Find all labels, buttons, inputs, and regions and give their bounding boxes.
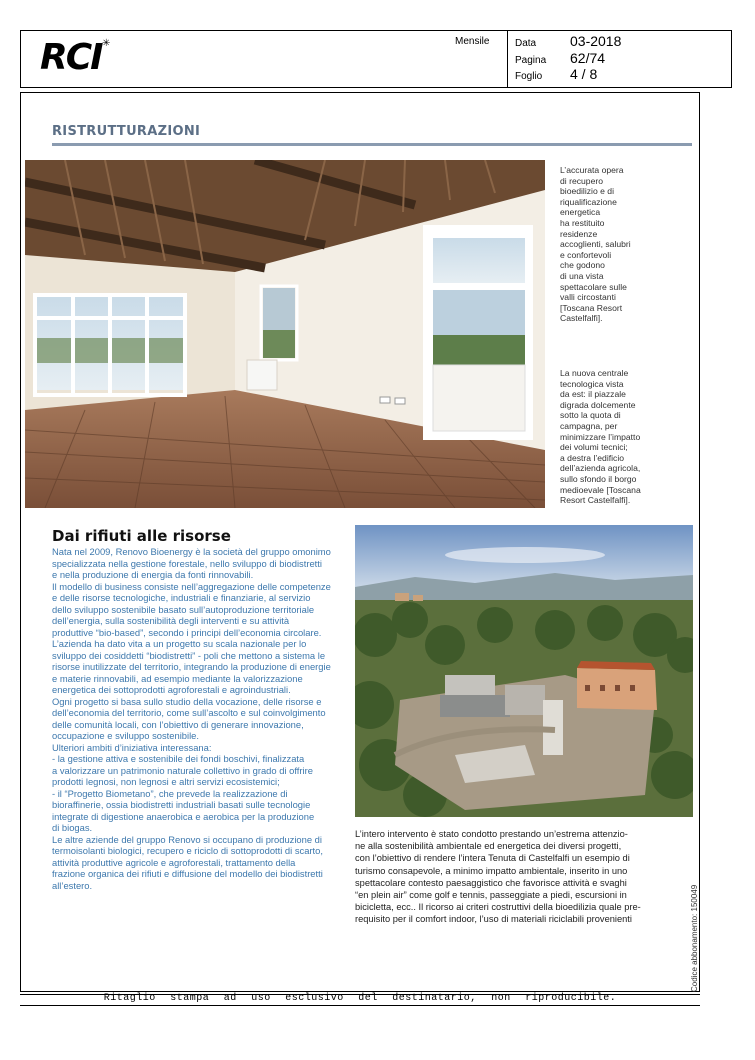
- meta-label-date: Data: [515, 38, 537, 49]
- article-headline: Dai rifiuti alle risorse: [52, 527, 231, 545]
- publication-logo: RCI: [40, 37, 102, 78]
- logo-star-icon: ✳: [102, 38, 111, 49]
- section-tag: RISTRUTTURAZIONI: [52, 124, 201, 139]
- header-divider: [507, 30, 508, 88]
- meta-value-sheet: 4 / 8: [570, 66, 598, 82]
- interior-photo: [25, 160, 545, 508]
- caption-aerial: La nuova centrale tecnologica vista da est: il piazzale digrada dolcemente sotto la quota di campagna, per minimizzare l’impatto dei volumi tecnici; a destra l’edificio dell’azienda agricola, sullo sfondo il borgo medioevale [Toscana Resort Castelfalfi].: [560, 368, 641, 506]
- frequency-label: Mensile: [455, 36, 490, 47]
- meta-value-page: 62/74: [570, 50, 606, 66]
- section-rule: [52, 143, 692, 146]
- clipping-header: [20, 30, 732, 88]
- meta-label-sheet: Foglio: [515, 71, 543, 82]
- aerial-photo: [355, 525, 693, 817]
- subscription-code: Codice abbonamento: 150049: [690, 884, 699, 992]
- article-body: Nata nel 2009, Renovo Bioenergy è la società del gruppo omonimo specializzata nella gestione forestale, nello sviluppo di biodistretti e nella produzione di energia da fonti rinnovabili. Il modello di business consiste nell’aggregazione delle competenze e delle risorse tecnologiche, industriali e finanziarie, al servizio dello sviluppo sostenibile basato sull’autoproduzione territoriale dell’energia, sulla sostenibilità degli interventi e su attività produttive “bio-based”, secondo i principi dell’economia circolare. L’azienda ha dato vita a un progetto su scala nazionale per lo sviluppo dei cosiddetti “biodistretti” - poli che mettono a sistema le risorse inutilizzate del territorio, integrando la produzione di energie e materie rinnovabili, ad esempio mediante la valorizzazione energetica dei sottoprodotti agroforestali e agroindustriali. Ogni progetto si basa sullo studio della vocazione, delle risorse e dell’economia del territorio, come sull’ascolto e sul coinvolgimento delle comunità locali, con l’obiettivo di generare innovazione, occupazione e sviluppo sostenibile. Ulteriori ambiti d’iniziativa interessana: - la gestione attiva e sostenibile dei fondi boschivi, finalizzata a valorizzare un patrimonio naturale collettivo in grado di offrire prodotti legnosi, non legnosi e altri servizi ecosistemici; - il “Progetto Biometano”, che prevede la realizzazione di bioraffinerie, ossia biodistretti industriali basati sulle tecnologie integrate di digestione anaerobica e aerobica per la produzione di biogas. Le altre aziende del gruppo Renovo si occupano di produzione di termoisolanti biologici, recupero e riciclo di sottoprodotti di scarto, attività produttive agricole e agroforestali, trattamento della frazione organica dei rifiuti e diffusione del modello dei biodistretti all’estero.: [52, 546, 331, 891]
- meta-value-date: 03-2018: [570, 33, 622, 49]
- caption-interior: L’accurata opera di recupero bioedilizio e di riqualificazione energetica ha restituito residenze accoglienti, salubri e confortevoli che godono di una vista spettacolare sulle valli circostanti [Toscana Resort Castelfalfi].: [560, 165, 631, 324]
- article-body-right: L’intero intervento è stato condotto prestando un’estrema attenzio- ne alla sostenibilità ambientale ed energetica dei diversi progetti, con l’obiettivo di rendere l’intera Tenuta di Castelfalfi un esempio di turismo consapevole, a minimo impatto ambientale, inserito in uno spettacolare contesto paesaggistico che favorisce attività e svaghi “en plein air” come golf e tennis, passeggiate a piedi, escursioni in bicicletta, ecc.. Il ricorso ai criteri costruttivi della bioedilizia quale pre- requisito per il comfort indoor, l’uso di materiali riciclabili provenienti: [355, 829, 641, 925]
- footer-notice: Ritaglio stampa ad uso esclusivo del destinatario, non riproducibile.: [103, 993, 617, 1004]
- meta-label-page: Pagina: [515, 55, 547, 66]
